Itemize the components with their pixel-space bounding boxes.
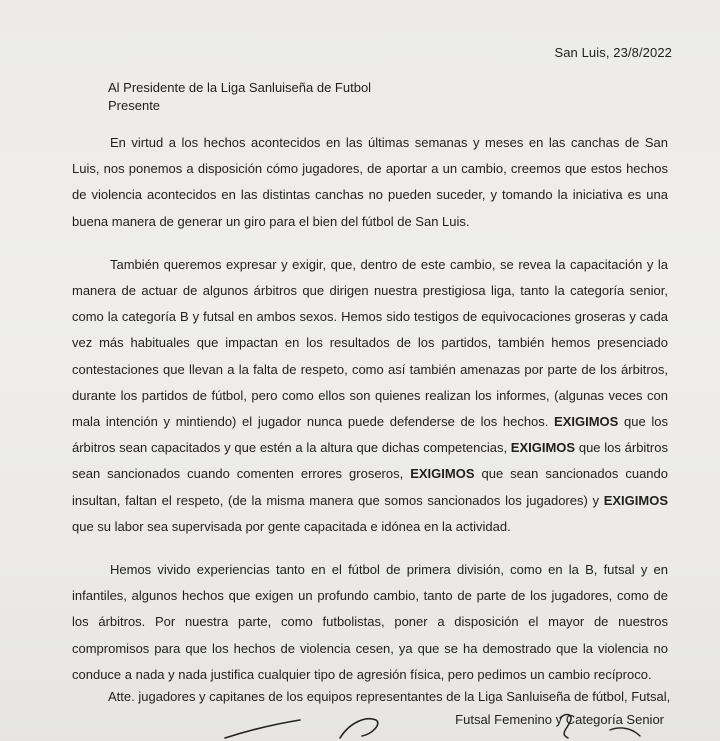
letter-body xyxy=(72,130,668,688)
recipient-block xyxy=(108,79,371,115)
recipient-presente: Presente xyxy=(108,98,161,113)
signature-stroke xyxy=(340,719,378,738)
emphasis-exigimos: EXIGIMOS xyxy=(554,414,619,430)
paragraph-3: Hemos vivido experiencias tanto en el fútbol de primera división, como en la B, futsal y en infantiles, algunos hechos que exigen un profundo cambio, tanto de parte de los jugadores, como de los árbitros. Por nuestra parte, como futbolistas, poner a disposición el mayor de nuestros compromisos para que los hechos de violencia cesen, ya que se ha demostrado que la violencia no conduce a nada y nada justifica cualquier tipo de agresión física, pero pedimos un cambio recíproco. xyxy=(72,562,668,682)
emphasis-exigimos: EXIGIMOS xyxy=(410,466,475,482)
closing-block xyxy=(72,684,671,710)
emphasis-exigimos: EXIGIMOS xyxy=(603,492,668,508)
paragraph-2-text: que sean sancionados cuando insultan, faltan el respeto, (de la misma manera que somos sancionados los jugadores) y xyxy=(72,466,668,508)
emphasis-exigimos: EXIGIMOS xyxy=(510,440,576,456)
paragraph-2-text: que los árbitros sean sancionados cuando comenten errores groseros, xyxy=(72,440,668,482)
paragraph-2-text: También queremos expresar y exigir, que, dentro de este cambio, se revea la capacitación y la manera de actuar de algunos árbitros que dirigen nuestra prestigiosa liga, tanto la categoría senior, como la categoría B y futsal en ambos sexos. Hemos sido testigos de equivocaciones groseras y cada vez más habituales que impactan en los resultados de los partidos, también hemos presenciado contestaciones que llevan a la falta de respeto, como así también amenazas por parte de los árbitros, durante los partidos de fútbol, pero como ellos son quienes realizan los informes, (algunas veces con mala intención y mintiendo) el jugador nunca puede defenderse de los hechos. xyxy=(72,256,668,430)
signature-stroke xyxy=(225,720,300,738)
paragraph-2-text: que su labor sea supervisada por gente capacitada e idónea en la actividad. xyxy=(72,518,511,534)
recipient-line: Al Presidente de la Liga Sanluiseña de Futbol xyxy=(108,80,372,95)
closing-line-2: Futsal Femenino y Categoría Senior xyxy=(455,712,664,727)
paragraph-2-text: que los árbitros sean capacitados y que estén a la altura que dichas competencias, xyxy=(72,414,668,456)
paragraph-2 xyxy=(72,252,668,540)
letter-date: San Luis, 23/8/2022 xyxy=(554,45,672,60)
paragraph-1: En virtud a los hechos acontecidos en las últimas semanas y meses en las canchas de San Luis, nos ponemos a disposición cómo jugadores, de aportar a un cambio, creemos que estos hechos de violencia acontecidos en las distintas canchas no pueden suceder, y tomando la iniciativa es una buena manera de generar un giro para el bien del fútbol de San Luis. xyxy=(72,135,668,229)
closing-line: Atte. jugadores y capitanes de los equipos representantes de la Liga Sanluiseña de fútbol, Futsal, xyxy=(108,689,671,704)
